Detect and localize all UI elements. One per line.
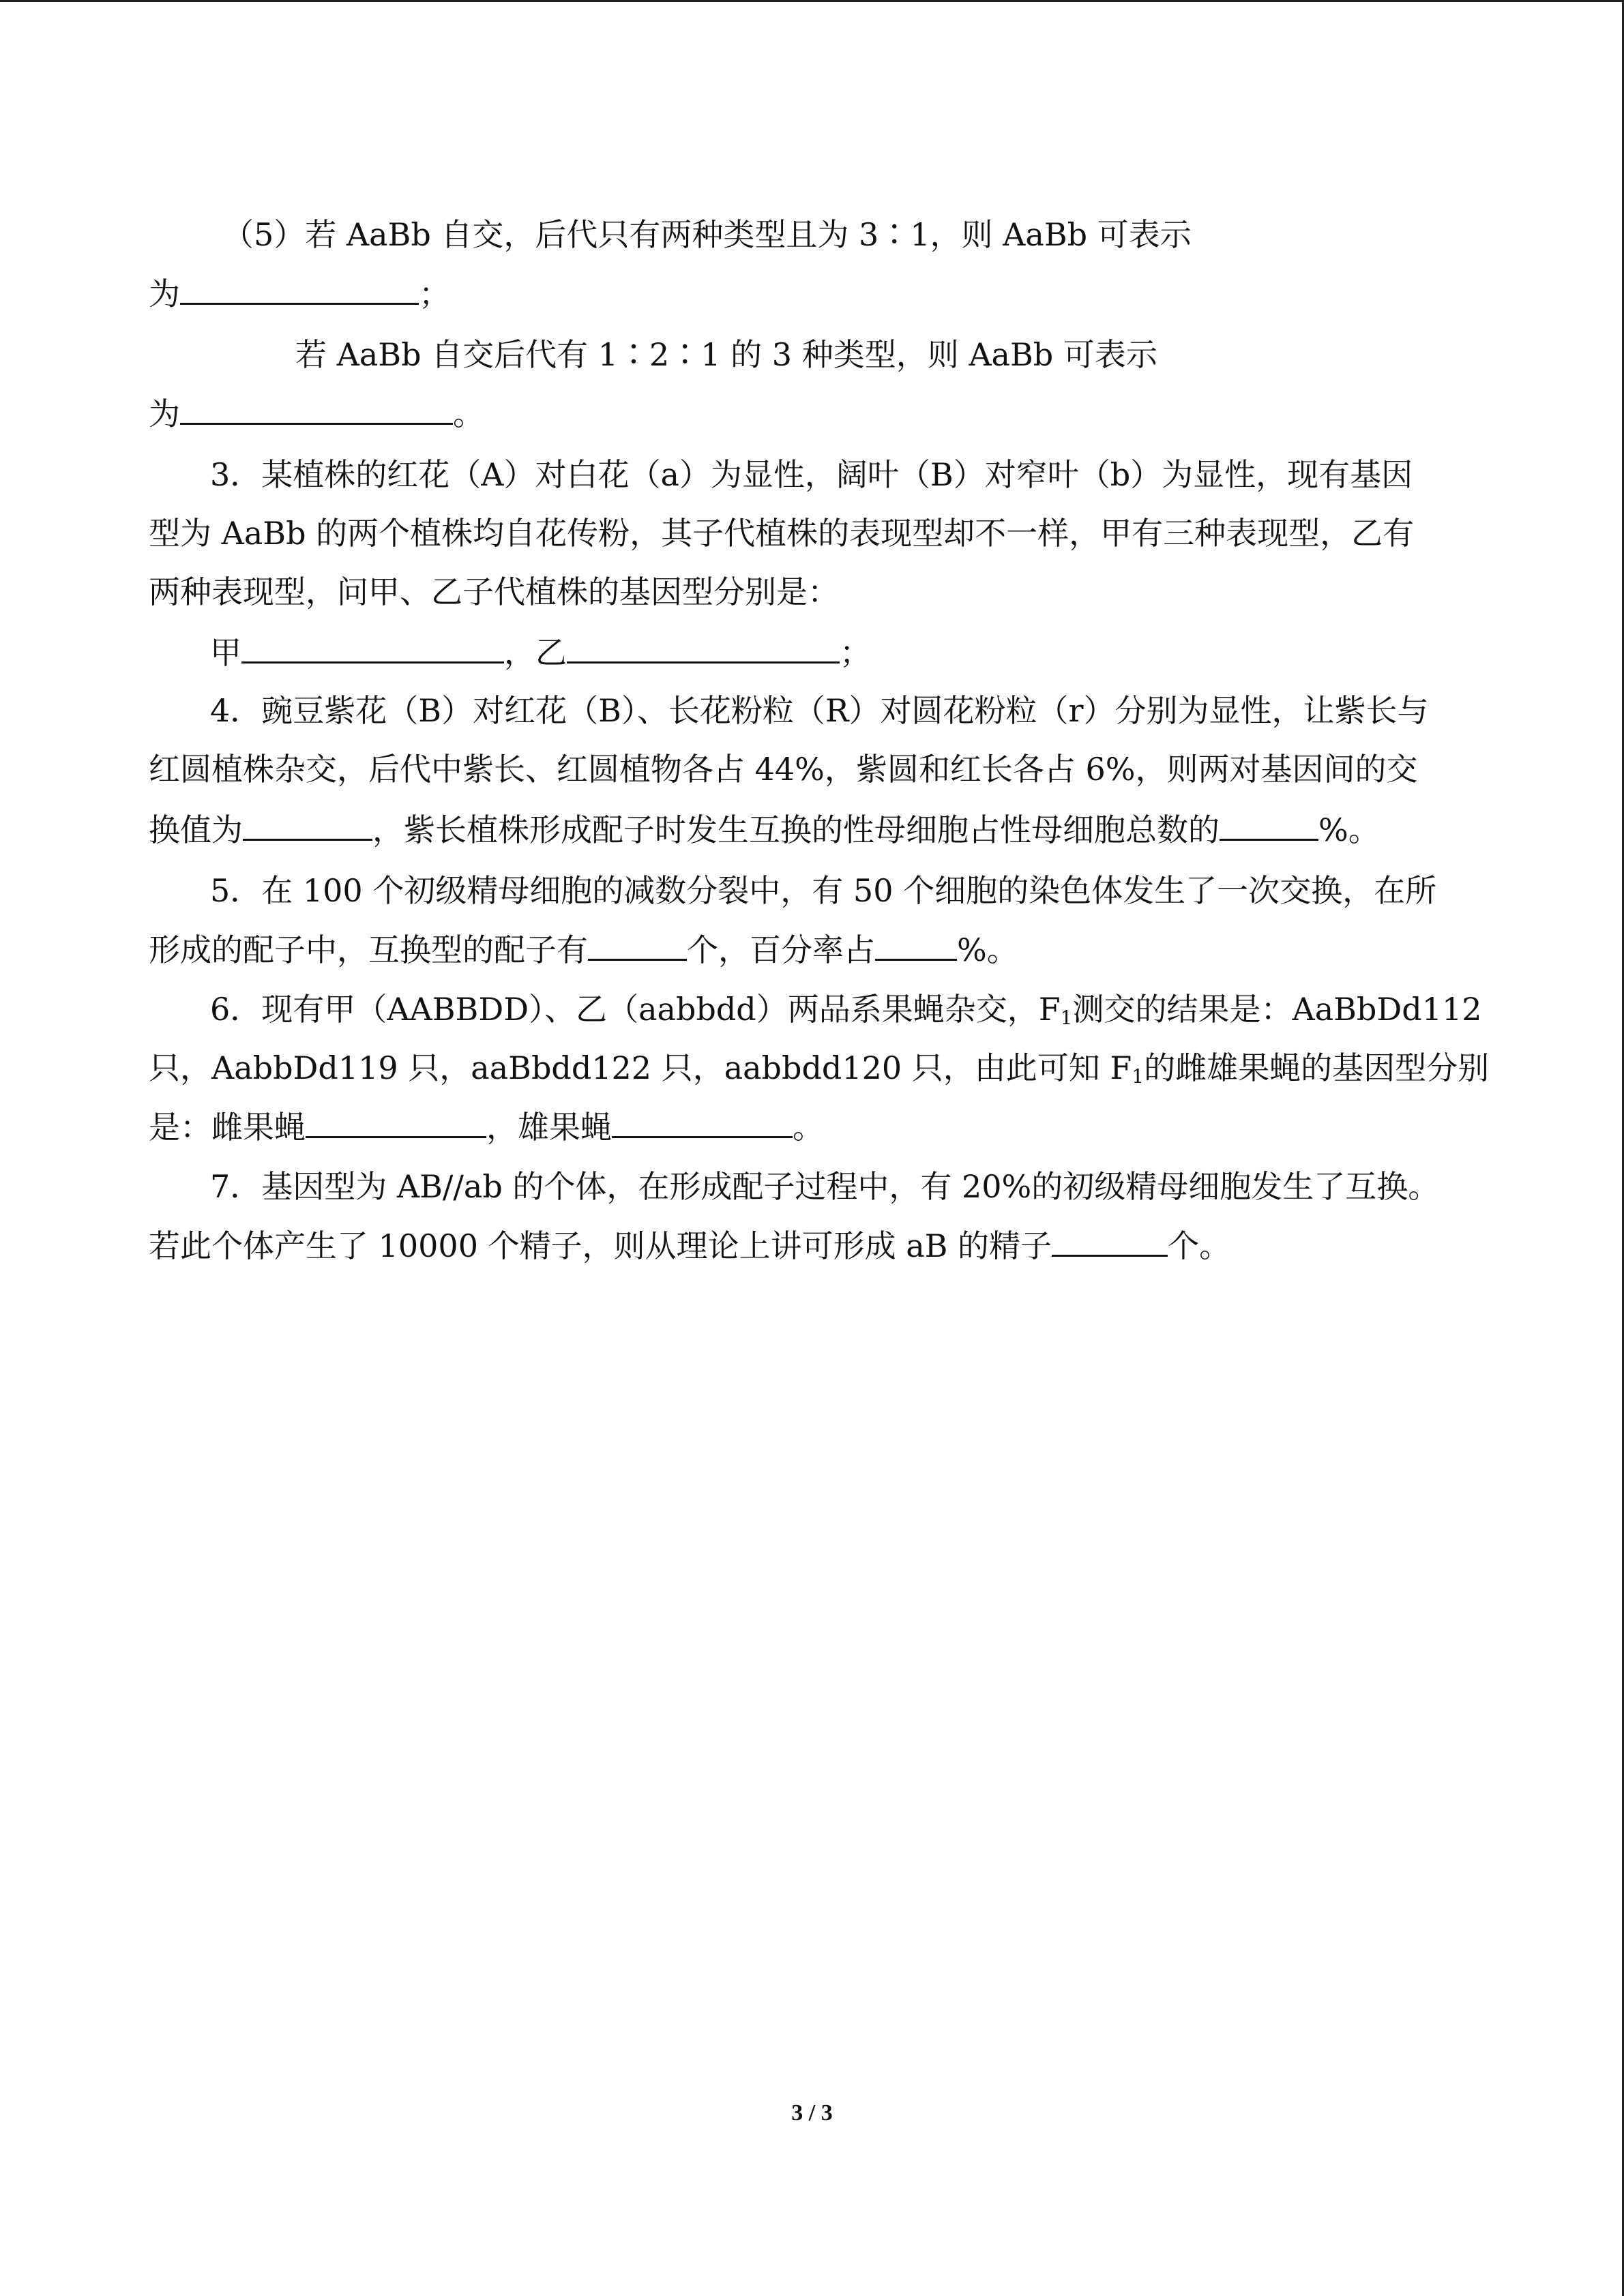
q2-5-line-3 [295,334,1157,375]
q2-5-text-4a: 为 [149,396,180,432]
answer-blank-5b[interactable] [180,393,453,425]
q2-5-line-2 [149,273,450,314]
q7-line-1 [210,1166,1439,1207]
q6-text-3c: 。 [793,1109,824,1146]
q3-text-1: 3．某植株的红花（A）对白花（a）为显性，阔叶（B）对窄叶（b）为显性，现有基因 [210,456,1413,493]
q6-line-1 [210,989,1482,1030]
q3-line-2 [149,513,1414,554]
q4-line-1 [210,690,1429,731]
answer-blank-4b[interactable] [1220,809,1318,841]
q5-text-1: 5．在 100 个初级精母细胞的减数分裂中，有 50 个细胞的染色体发生了一次交换，在所 [210,872,1437,909]
q6-text-2b: 的雌雄果蝇的基因型分别 [1144,1049,1490,1086]
q6-text-2a: 只，AabbDd119 只，aaBbdd122 只，aabbdd120 只，由此可知 F [149,1049,1132,1086]
q4-line-2 [149,749,1417,790]
q3-text-3: 两种表现型，问甲、乙子代植株的基因型分别是： [149,573,839,610]
answer-blank-4a[interactable] [243,809,372,841]
q3-line-4 [210,631,871,672]
q6-subscript-1: 1 [1060,1007,1073,1029]
q5-text-2a: 形成的配子中，互换型的配子有 [149,931,588,968]
q2-5-text-2b: ； [419,275,450,312]
q2-5-line-1 [222,214,1192,255]
q6-text-3b: ，雄果蝇 [486,1109,612,1146]
q5-line-1 [210,870,1436,911]
answer-blank-6a[interactable] [306,1106,486,1138]
q3-line-1 [210,454,1413,495]
page-border-top [0,0,1624,2]
answer-blank-5d[interactable] [875,929,957,961]
q3-text-2: 型为 AaBb 的两个植株均自花传粉，其子代植株的表现型却不一样，甲有三种表现型，乙有 [149,515,1415,552]
q7-text-1: 7．基因型为 AB//ab 的个体，在形成配子过程中，有 20%的初级精母细胞发生了互换。 [210,1168,1440,1205]
answer-blank-7[interactable] [1052,1225,1168,1257]
q2-5-text-3: 若 AaBb 自交后代有 1∶2∶1 的 3 种类型，则 AaBb 可表示 [295,336,1157,373]
q2-5-text-2a: 为 [149,275,180,312]
q7-text-2b: 个。 [1168,1227,1231,1264]
q6-text-3a: 是：雌果蝇 [149,1109,306,1146]
answer-blank-6b[interactable] [612,1106,793,1138]
q6-line-3 [149,1106,824,1147]
answer-blank-3a[interactable] [241,631,504,664]
q3-line-3 [149,571,839,612]
q3-text-4a: 甲 [210,634,241,671]
q4-text-2: 红圆植株杂交，后代中紫长、红圆植物各占 44%，紫圆和红长各占 6%，则两对基因间的交 [149,751,1418,788]
q2-5-text-4b: 。 [453,396,484,432]
q4-text-3a: 换值为 [149,811,243,848]
q6-text-1a: 6．现有甲（AABBDD）、乙（aabbdd）两品系果蝇杂交，F [210,991,1061,1028]
q3-text-4b: ，乙 [504,634,567,671]
q2-5-text-1: （5）若 AaBb 自交，后代只有两种类型且为 3∶1，则 AaBb 可表示 [222,216,1192,253]
q2-5-line-4 [149,393,484,434]
q5-line-2 [149,929,1018,970]
q4-text-3b: ，紫长植株形成配子时发生互换的性母细胞占性母细胞总数的 [372,811,1220,848]
q7-text-2a: 若此个体产生了 10000 个精子，则从理论上讲可形成 aB 的精子 [149,1227,1052,1264]
q7-line-2 [149,1225,1230,1266]
q6-subscript-2: 1 [1132,1065,1145,1088]
q5-text-2c: %。 [957,931,1018,968]
q4-text-1: 4．豌豆紫花（B）对红花（B）、长花粉粒（R）对圆花粉粒（r）分别为显性，让紫长与 [210,692,1429,729]
answer-blank-3b[interactable] [567,631,840,664]
q6-line-2 [149,1047,1489,1088]
page-number: 3 / 3 [791,2100,833,2126]
answer-blank-5a[interactable] [180,273,419,305]
q4-line-3 [149,809,1380,850]
q4-text-3c: %。 [1318,811,1380,848]
q3-text-4c: ； [840,634,871,671]
q6-text-1b: 测交的结果是：AaBbDd112 [1072,991,1482,1028]
answer-blank-5c[interactable] [588,929,687,961]
q5-text-2b: 个，百分率占 [687,931,875,968]
